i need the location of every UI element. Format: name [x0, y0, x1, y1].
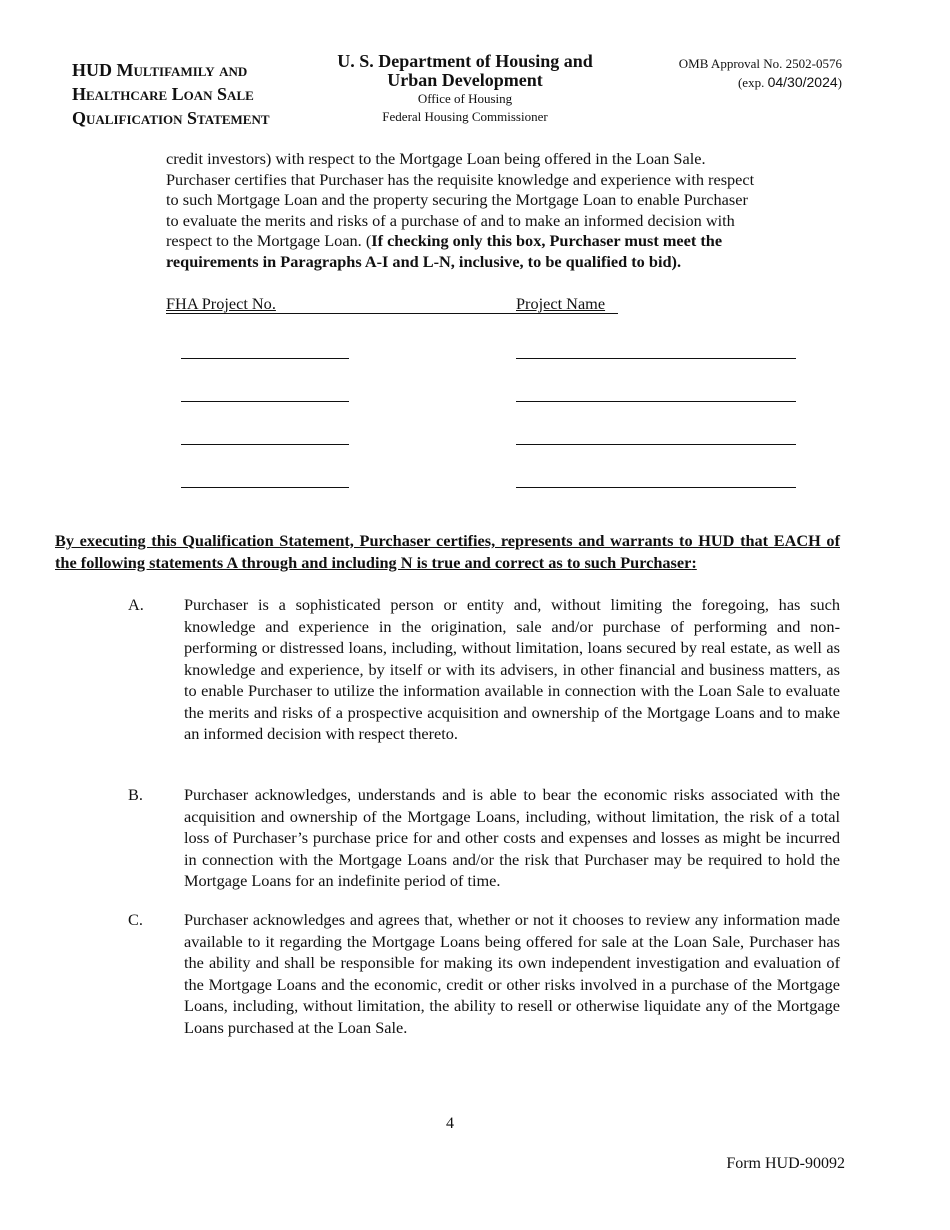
form-title-line-3: Qualification Statement — [72, 108, 270, 128]
item-letter: B. — [128, 785, 143, 804]
expiration-date: 04/30/2024 — [767, 74, 838, 90]
fha-project-no-field-1[interactable] — [181, 358, 349, 359]
cont-line-6-bold: requirements in Paragraphs A-I and L-N, inclusive, to be qualified to bid). — [166, 251, 682, 271]
cont-line-3: to such Mortgage Loan and the property securing the Mortgage Loan to enable Purchaser — [166, 190, 748, 210]
cont-line-2: Purchaser certifies that Purchaser has the requisite knowledge and experience with respect — [166, 169, 755, 189]
certification-colon: : — [691, 553, 697, 572]
item-letter: A. — [128, 595, 144, 614]
form-title — [72, 58, 312, 130]
project-name-field-1[interactable] — [516, 358, 796, 359]
fha-project-no-field-4[interactable] — [181, 487, 349, 488]
fha-project-no-header: FHA Project No. — [166, 294, 276, 313]
omb-block — [679, 55, 842, 92]
department-line-1: U. S. Department of Housing and — [337, 51, 593, 71]
department-line-2: Urban Development — [387, 70, 543, 90]
project-name-header: Project Name — [516, 294, 606, 313]
certification-text: By executing this Qualification Statement, Purchaser certifies, represents and warrants to HUD that EACH of the following statements A through and including N is true and correct as to such Purchaser — [55, 531, 840, 572]
statement-item-b — [128, 784, 840, 892]
cont-line-5 — [166, 231, 826, 252]
continuation-paragraph — [166, 149, 826, 273]
form-number: Form HUD-90092 — [726, 1155, 845, 1172]
cont-line-5-bold: If checking only this box, Purchaser must meet the — [371, 231, 723, 251]
fha-project-no-field-2[interactable] — [181, 401, 349, 402]
page-number: 4 — [446, 1115, 454, 1132]
office-name: Office of Housing — [417, 91, 513, 106]
statement-item-c — [128, 909, 840, 1038]
item-letter: C. — [128, 910, 143, 929]
commissioner-name: Federal Housing Commissioner — [382, 109, 548, 124]
exp-suffix: ) — [837, 75, 842, 90]
item-text: Purchaser acknowledges and agrees that, whether or not it chooses to review any information made available to it regarding the Mortgage Loans being offered for sale at the Loan Sale, Purchaser has the ability and shall be responsible for making its own independent investigation and evaluation of the Mortgage Loans and the economic, credit or other risks involved in a purchase of the Mortgage Loans, including, without limitation, the ability to resell or otherwise liquidate any of the Mortgage Loans purchased at the Loan Sale. — [184, 910, 840, 1037]
fha-project-no-field-3[interactable] — [181, 444, 349, 445]
agency-block — [300, 52, 630, 126]
form-title-line-2: Healthcare Loan Sale — [72, 84, 254, 104]
statement-item-a — [128, 594, 840, 745]
header-underline — [166, 313, 618, 314]
cont-line-5-plain: respect to the Mortgage Loan. ( — [166, 231, 372, 251]
project-name-field-2[interactable] — [516, 401, 796, 402]
item-text: Purchaser is a sophisticated person or entity and, without limiting the foregoing, has such knowledge and experience in the origination, sale and/or purchase of performing and non-performing or distressed loans, including, without limitation, loans secured by real estate, as well as knowledge and experience, by itself or with its advisers, in other financial and business matters, as to enable Purchaser to utilize the information available in connection with the Loan Sale to evaluate the merits and risks of a prospective acquisition and ownership of the Mortgage Loans and to make an informed decision with respect thereto. — [184, 595, 840, 743]
exp-prefix: (exp. — [737, 75, 768, 90]
certification-statement — [55, 530, 840, 574]
cont-line-1: credit investors) with respect to the Mortgage Loan being offered in the Loan Sale. — [166, 149, 706, 168]
expiration — [679, 73, 842, 92]
form-title-line-1: HUD Multifamily and — [72, 60, 248, 80]
item-text: Purchaser acknowledges, understands and is able to bear the economic risks associated with the acquisition and ownership of the Mortgage Loans, including, without limitation, the risk of a total loss of Purchaser’s purchase price for and other costs and expenses and losses as might be incurred in connection with the Mortgage Loans and/or the risk that Purchaser may be required to hold the Mortgage Loans for an indefinite period of time. — [184, 785, 840, 890]
cont-line-6 — [166, 252, 826, 273]
omb-approval-number: OMB Approval No. 2502-0576 — [678, 56, 842, 71]
project-name-field-4[interactable] — [516, 487, 796, 488]
project-name-field-3[interactable] — [516, 444, 796, 445]
cont-line-4: to evaluate the merits and risks of a purchase of and to make an informed decision with — [166, 210, 735, 230]
